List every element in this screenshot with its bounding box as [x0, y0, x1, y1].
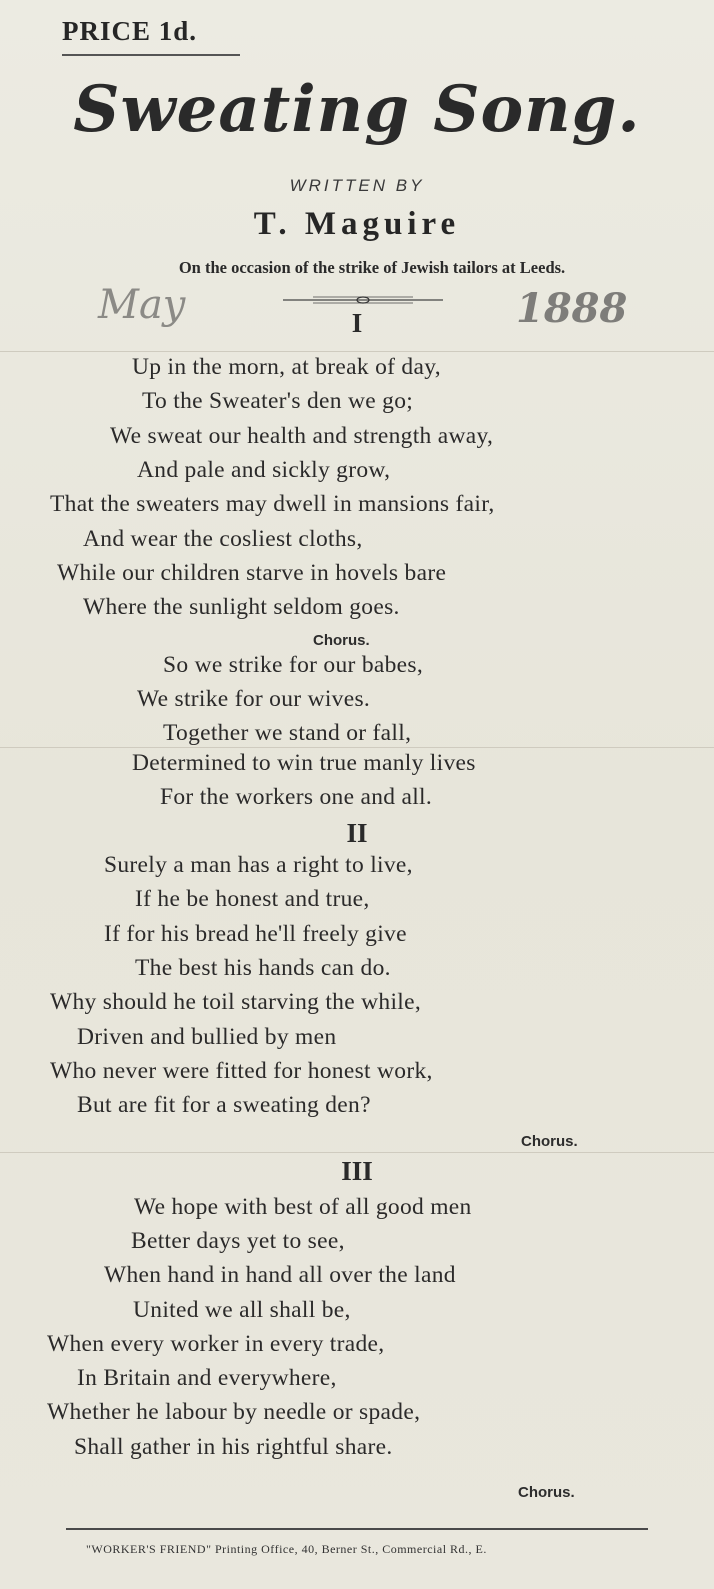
verse-line: Surely a man has a right to live,	[104, 852, 413, 878]
verse-line: Better days yet to see,	[131, 1228, 345, 1254]
song-title: Sweating Song.	[73, 72, 641, 147]
verse-line: And wear the cosliest cloths,	[83, 526, 363, 552]
verse-line: Shall gather in his rightful share.	[74, 1434, 393, 1460]
chorus-line: So we strike for our babes,	[163, 652, 424, 678]
verse-line: Who never were fitted for honest work,	[50, 1058, 433, 1084]
verse-line: The best his hands can do.	[135, 955, 391, 981]
price-label: PRICE 1d.	[62, 16, 198, 46]
handwritten-month: May	[98, 282, 186, 328]
verse-line: Where the sunlight seldom goes.	[83, 594, 400, 620]
fold-line	[0, 351, 714, 352]
handwritten-year: 1888	[516, 285, 628, 332]
chorus-reference: Chorus.	[521, 1133, 578, 1150]
occasion-line: On the occasion of the strike of Jewish tailors at Leeds.	[178, 258, 566, 277]
verse-line: Why should he toil starving the while,	[50, 989, 422, 1015]
verse-line: If he be honest and true,	[135, 886, 370, 912]
ornament-divider-icon	[283, 294, 443, 306]
chorus-reference: Chorus.	[518, 1484, 575, 1501]
chorus-label: Chorus.	[313, 632, 370, 649]
verse-line: We sweat our health and strength away,	[110, 423, 494, 449]
verse-line: And pale and sickly grow,	[137, 457, 391, 483]
written-by-label: WRITTEN BY	[289, 176, 425, 195]
verse-line: That the sweaters may dwell in mansions fair,	[50, 491, 495, 517]
verse-line: In Britain and everywhere,	[77, 1365, 337, 1391]
verse-line: Whether he labour by needle or spade,	[47, 1399, 421, 1425]
price-underline	[62, 54, 240, 56]
verse-numeral: III	[341, 1156, 373, 1186]
author-name: T. Maguire	[253, 206, 461, 242]
verse-line: Up in the morn, at break of day,	[132, 354, 441, 380]
verse-line: When hand in hand all over the land	[104, 1262, 456, 1288]
verse-line: When every worker in every trade,	[47, 1331, 385, 1357]
fold-line	[0, 747, 714, 748]
verse-line: While our children starve in hovels bare	[57, 560, 447, 586]
verse-line: We hope with best of all good men	[134, 1194, 472, 1220]
chorus-line: Determined to win true manly lives	[132, 750, 476, 776]
verse-line: Driven and bullied by men	[77, 1024, 337, 1050]
verse-numeral: II	[346, 818, 368, 848]
verse-line: To the Sweater's den we go;	[142, 388, 414, 414]
verse-line: If for his bread he'll freely give	[104, 921, 407, 947]
footer-rule	[66, 1528, 648, 1530]
verse-line: But are fit for a sweating den?	[77, 1092, 371, 1118]
verse-numeral: I	[351, 308, 363, 338]
verse-line: United we all shall be,	[133, 1297, 351, 1323]
fold-line	[0, 1152, 714, 1153]
chorus-line: Together we stand or fall,	[163, 720, 412, 746]
chorus-line: We strike for our wives.	[137, 686, 371, 712]
chorus-line: For the workers one and all.	[160, 784, 433, 810]
printer-imprint: "WORKER'S FRIEND" Printing Office, 40, Berner St., Commercial Rd., E.	[86, 1542, 487, 1556]
